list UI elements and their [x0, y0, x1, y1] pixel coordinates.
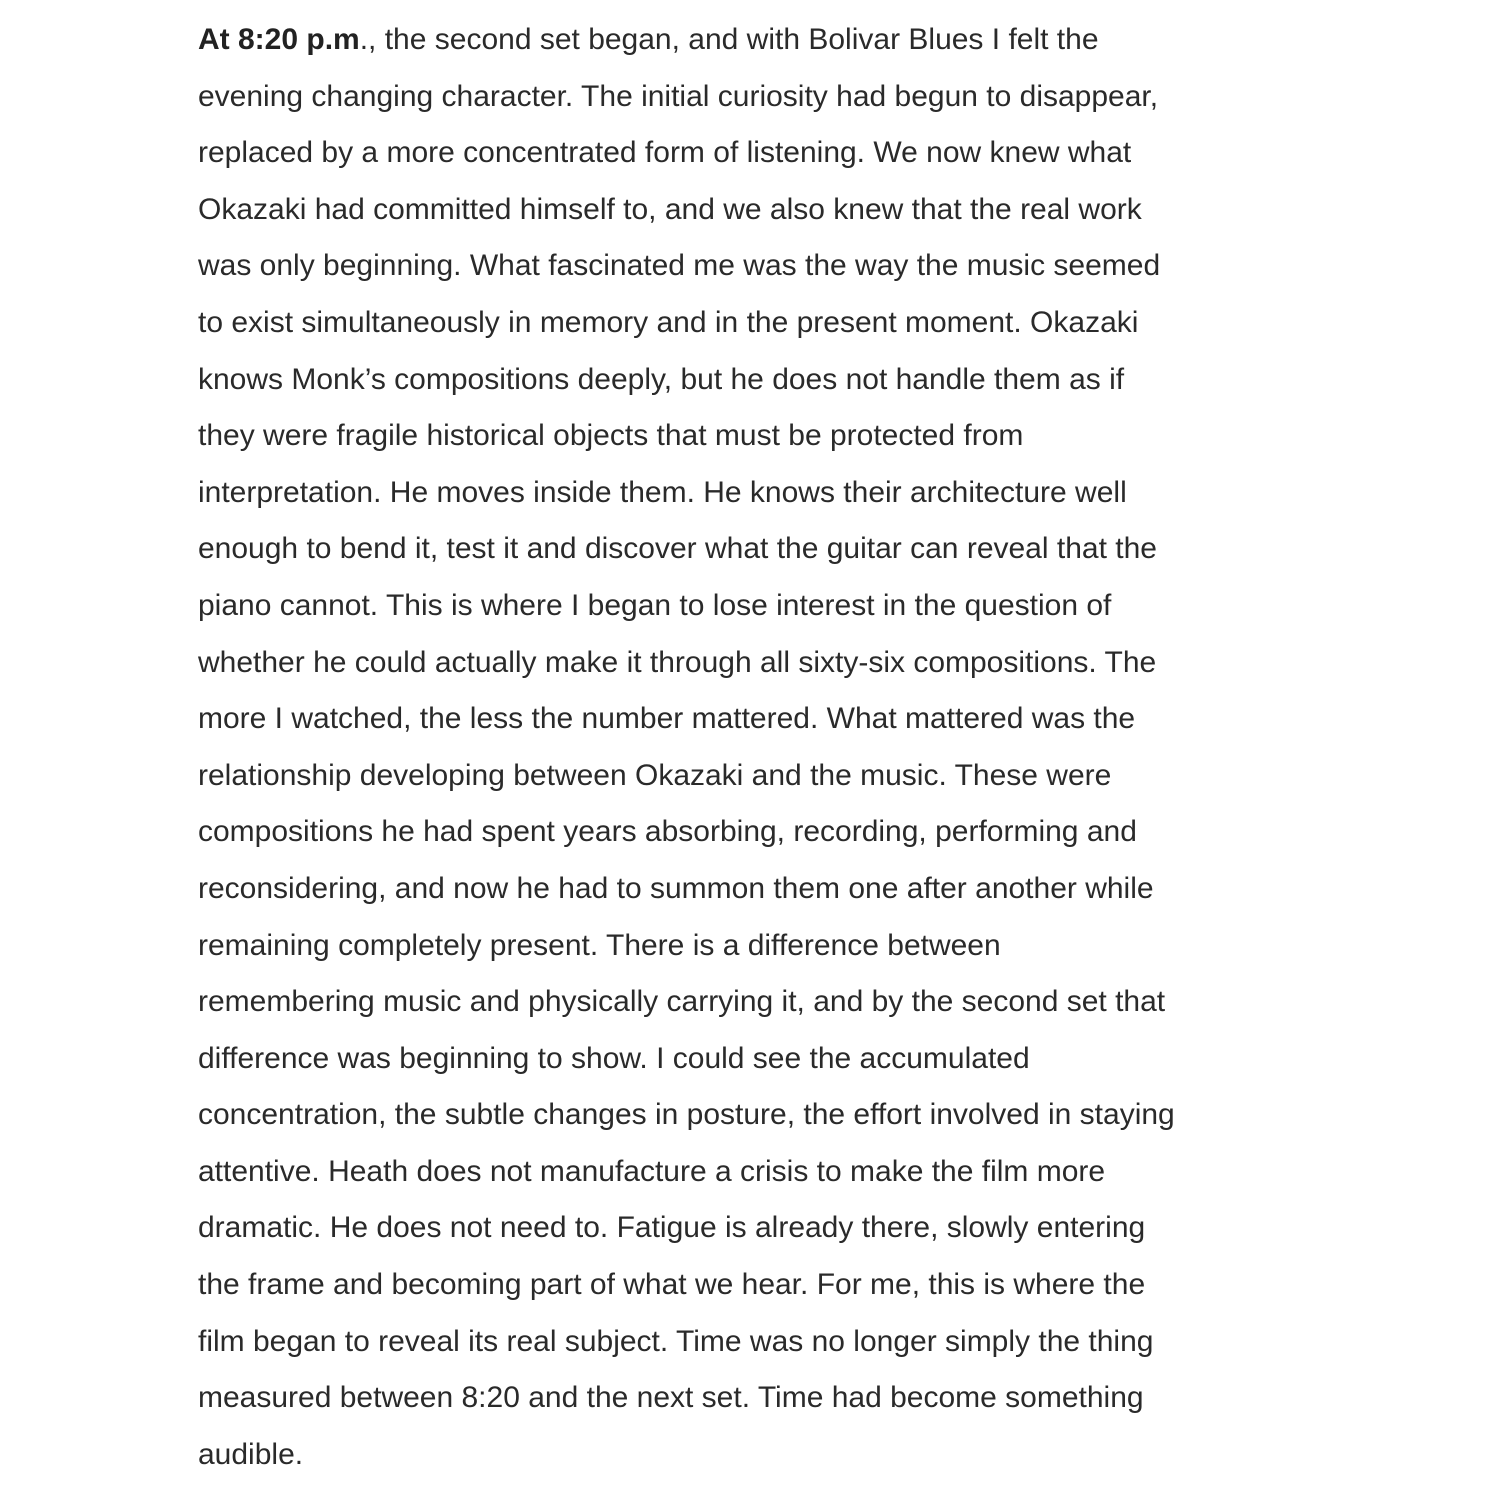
paragraph-line: attentive. Heath does not manufacture a crisis to make the film more — [198, 1154, 1106, 1188]
paragraph-line: was only beginning. What fascinated me was the way the music seemed — [198, 249, 1161, 283]
paragraph-line: film began to reveal its real subject. Time was no longer simply the thing — [198, 1324, 1154, 1358]
paragraph-line: remembering music and physically carrying it, and by the second set that — [198, 985, 1166, 1019]
paragraph-line: Okazaki had committed himself to, and we also knew that the real work — [198, 192, 1142, 226]
paragraph-line: replaced by a more concentrated form of listening. We now knew what — [198, 136, 1132, 170]
paragraph-line: compositions he had spent years absorbing, recording, performing and — [198, 815, 1137, 849]
paragraph-line: remaining completely present. There is a difference between — [198, 928, 1001, 962]
paragraph-line: to exist simultaneously in memory and in the present moment. Okazaki — [198, 305, 1139, 339]
paragraph-line: evening changing character. The initial curiosity had begun to disappear, — [198, 79, 1159, 113]
paragraph-line: piano cannot. This is where I began to lose interest in the question of — [198, 588, 1112, 622]
paragraph-line: enough to bend it, test it and discover what the guitar can reveal that the — [198, 532, 1157, 566]
paragraph-line: they were fragile historical objects that must be protected from — [198, 419, 1024, 453]
paragraph-line: relationship developing between Okazaki and the music. These were — [198, 758, 1112, 792]
paragraph-line: the frame and becoming part of what we hear. For me, this is where the — [198, 1268, 1146, 1302]
paragraph-line: more I watched, the less the number mattered. What mattered was the — [198, 702, 1136, 736]
paragraph-line: concentration, the subtle changes in posture, the effort involved in staying — [198, 1098, 1175, 1132]
paragraph-line: audible. — [198, 1437, 304, 1471]
paragraph-line: whether he could actually make it through all sixty-six compositions. The — [198, 645, 1157, 679]
paragraph-line: measured between 8:20 and the next set. Time had become something — [198, 1381, 1144, 1415]
lead-time-bold: At 8:20 p.m — [198, 23, 360, 56]
article-body — [198, 12, 1308, 1483]
paragraph-line: knows Monk’s compositions deeply, but he does not handle them as if — [198, 362, 1125, 396]
paragraph-line: reconsidering, and now he had to summon them one after another while — [198, 871, 1154, 905]
paragraph-line-text: ., the second set began, and with Bolivar Blues I felt the — [359, 23, 1099, 56]
paragraph-line — [198, 12, 1308, 69]
paragraph-line: dramatic. He does not need to. Fatigue is already there, slowly entering — [198, 1211, 1146, 1245]
paragraph-line: difference was beginning to show. I could see the accumulated — [198, 1041, 1030, 1075]
paragraph-line: interpretation. He moves inside them. He knows their architecture well — [198, 475, 1127, 509]
